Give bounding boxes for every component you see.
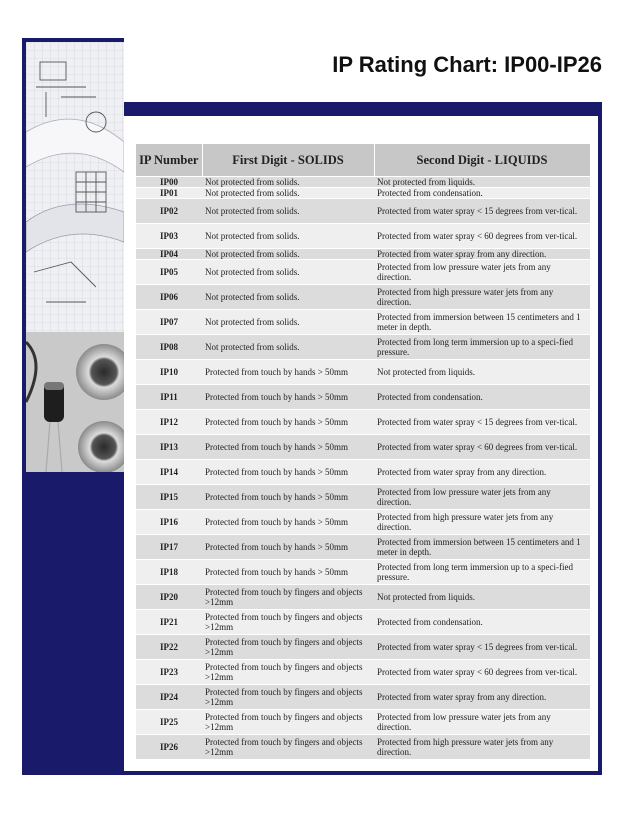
ip-number-cell: IP10 — [136, 360, 202, 385]
solids-cell: Not protected from solids. — [202, 285, 374, 310]
solids-cell: Protected from touch by hands > 50mm — [202, 485, 374, 510]
liquids-cell: Protected from condensation. — [374, 610, 590, 635]
table-row — [136, 260, 590, 285]
liquids-cell: Protected from water spray from any direction. — [374, 685, 590, 710]
ip-number-cell: IP15 — [136, 485, 202, 510]
solids-cell: Not protected from solids. — [202, 310, 374, 335]
blueprint-illustration — [26, 42, 124, 472]
table-row — [136, 385, 590, 410]
ip-number-cell: IP05 — [136, 260, 202, 285]
table-row — [136, 188, 590, 199]
blueprint-photo — [26, 42, 124, 472]
header-first-digit: First Digit - SOLIDS — [202, 144, 374, 177]
liquids-cell: Protected from high pressure water jets from any direction. — [374, 735, 590, 760]
table-row — [136, 285, 590, 310]
ip-number-cell: IP13 — [136, 435, 202, 460]
liquids-cell: Protected from water spray < 15 degrees from ver-tical. — [374, 199, 590, 224]
table-row — [136, 585, 590, 610]
liquids-cell: Protected from condensation. — [374, 385, 590, 410]
table-row — [136, 635, 590, 660]
ip-number-cell: IP16 — [136, 510, 202, 535]
table-body — [136, 177, 590, 760]
liquids-cell: Protected from low pressure water jets from any direction. — [374, 710, 590, 735]
ip-number-cell: IP01 — [136, 188, 202, 199]
ip-number-cell: IP02 — [136, 199, 202, 224]
ip-number-cell: IP00 — [136, 177, 202, 188]
ip-number-cell: IP11 — [136, 385, 202, 410]
table-row — [136, 710, 590, 735]
solids-cell: Protected from touch by fingers and objects >12mm — [202, 585, 374, 610]
solids-cell: Not protected from solids. — [202, 188, 374, 199]
table-row — [136, 460, 590, 485]
solids-cell: Not protected from solids. — [202, 260, 374, 285]
liquids-cell: Protected from immersion between 15 centimeters and 1 meter in depth. — [374, 310, 590, 335]
header-ip-number: IP Number — [136, 144, 202, 177]
liquids-cell: Protected from water spray < 60 degrees from ver-tical. — [374, 435, 590, 460]
solids-cell: Protected from touch by hands > 50mm — [202, 360, 374, 385]
table-row — [136, 410, 590, 435]
liquids-cell: Protected from high pressure water jets from any direction. — [374, 285, 590, 310]
solids-cell: Protected from touch by fingers and objects >12mm — [202, 710, 374, 735]
ip-number-cell: IP14 — [136, 460, 202, 485]
liquids-cell: Protected from long term immersion up to a speci-fied pressure. — [374, 560, 590, 585]
liquids-cell: Protected from high pressure water jets from any direction. — [374, 510, 590, 535]
panel-bottom-border — [124, 771, 602, 775]
liquids-cell: Protected from condensation. — [374, 188, 590, 199]
table-row — [136, 735, 590, 760]
table-row — [136, 310, 590, 335]
table-header-row — [136, 144, 590, 177]
solids-cell: Protected from touch by fingers and objects >12mm — [202, 635, 374, 660]
header-second-digit: Second Digit - LIQUIDS — [374, 144, 590, 177]
ip-number-cell: IP08 — [136, 335, 202, 360]
liquids-cell: Protected from low pressure water jets from any direction. — [374, 485, 590, 510]
table-row — [136, 224, 590, 249]
liquids-cell: Protected from water spray < 15 degrees from ver-tical. — [374, 635, 590, 660]
ip-number-cell: IP24 — [136, 685, 202, 710]
solids-cell: Protected from touch by hands > 50mm — [202, 460, 374, 485]
ip-number-cell: IP03 — [136, 224, 202, 249]
liquids-cell: Not protected from liquids. — [374, 360, 590, 385]
ip-number-cell: IP21 — [136, 610, 202, 635]
ip-number-cell: IP17 — [136, 535, 202, 560]
solids-cell: Protected from touch by fingers and objects >12mm — [202, 610, 374, 635]
ip-number-cell: IP07 — [136, 310, 202, 335]
liquids-cell: Protected from water spray < 60 degrees from ver-tical. — [374, 224, 590, 249]
liquids-cell: Protected from water spray from any direction. — [374, 460, 590, 485]
liquids-cell: Not protected from liquids. — [374, 585, 590, 610]
ip-number-cell: IP18 — [136, 560, 202, 585]
table-row — [136, 610, 590, 635]
table-row — [136, 435, 590, 460]
solids-cell: Protected from touch by fingers and objects >12mm — [202, 735, 374, 760]
panel-right-border — [598, 102, 602, 775]
liquids-cell: Protected from water spray from any direction. — [374, 249, 590, 260]
table-row — [136, 510, 590, 535]
table-row — [136, 199, 590, 224]
table-row — [136, 249, 590, 260]
solids-cell: Protected from touch by fingers and objects >12mm — [202, 660, 374, 685]
ip-number-cell: IP12 — [136, 410, 202, 435]
table-row — [136, 485, 590, 510]
solids-cell: Protected from touch by hands > 50mm — [202, 410, 374, 435]
solids-cell: Protected from touch by fingers and objects >12mm — [202, 685, 374, 710]
table-row — [136, 685, 590, 710]
solids-cell: Protected from touch by hands > 50mm — [202, 535, 374, 560]
table-row — [136, 535, 590, 560]
solids-cell: Protected from touch by hands > 50mm — [202, 385, 374, 410]
ip-number-cell: IP04 — [136, 249, 202, 260]
ip-number-cell: IP06 — [136, 285, 202, 310]
ip-rating-table — [136, 144, 591, 759]
ip-number-cell: IP26 — [136, 735, 202, 760]
liquids-cell: Protected from water spray < 60 degrees from ver-tical. — [374, 660, 590, 685]
solids-cell: Not protected from solids. — [202, 177, 374, 188]
liquids-cell: Not protected from liquids. — [374, 177, 590, 188]
ip-number-cell: IP25 — [136, 710, 202, 735]
table-row — [136, 660, 590, 685]
ip-rating-table-container — [136, 144, 590, 759]
solids-cell: Protected from touch by hands > 50mm — [202, 560, 374, 585]
liquids-cell: Protected from long term immersion up to a speci-fied pressure. — [374, 335, 590, 360]
table-row — [136, 177, 590, 188]
ip-number-cell: IP22 — [136, 635, 202, 660]
solids-cell: Not protected from solids. — [202, 335, 374, 360]
panel-top-border — [124, 102, 600, 116]
solids-cell: Protected from touch by hands > 50mm — [202, 510, 374, 535]
solids-cell: Protected from touch by hands > 50mm — [202, 435, 374, 460]
liquids-cell: Protected from low pressure water jets from any direction. — [374, 260, 590, 285]
table-row — [136, 560, 590, 585]
solids-cell: Not protected from solids. — [202, 224, 374, 249]
liquids-cell: Protected from water spray < 15 degrees from ver-tical. — [374, 410, 590, 435]
solids-cell: Not protected from solids. — [202, 249, 374, 260]
liquids-cell: Protected from immersion between 15 centimeters and 1 meter in depth. — [374, 535, 590, 560]
table-row — [136, 360, 590, 385]
solids-cell: Not protected from solids. — [202, 199, 374, 224]
table-row — [136, 335, 590, 360]
ip-number-cell: IP23 — [136, 660, 202, 685]
page-title: IP Rating Chart: IP00-IP26 — [332, 52, 602, 77]
ip-number-cell: IP20 — [136, 585, 202, 610]
